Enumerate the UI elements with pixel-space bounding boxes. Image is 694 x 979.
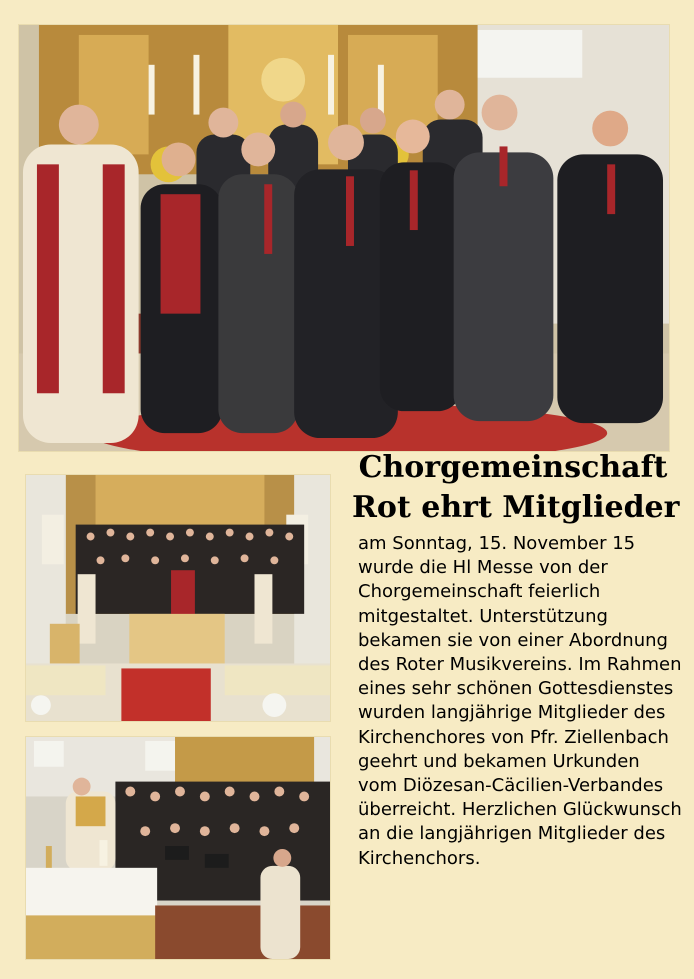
church-interior-photo [25,474,331,722]
headline-line-1: Chorgemeinschaft [358,450,668,485]
mass-photo [25,736,331,960]
group-photo [18,24,670,452]
group-photo-image [19,25,669,451]
article-body: am Sonntag, 15. November 15 wurde die Hl Messe von der Chorgemeinschaft feierlich mitgestaltet. Unterstützung bekamen sie von einer Abordnung des Roter Musikvereins. Im Rahmen eines sehr schönen Gottesdienstes wurden langjährige Mitglieder des Kirchenchores von Pfr. Ziellenbach geehrt und bekamen Urkunden vom Diözesan-Cäcilien-Verbandes überreicht. Herzlichen Glückwunsch an die langjährigen Mitglieder des Kirchenchors. [358,533,682,869]
headline [352,448,680,528]
church-interior-image [26,475,330,721]
mass-image [26,737,330,959]
headline-line-2: Rot ehrt Mitglieder [352,490,680,525]
